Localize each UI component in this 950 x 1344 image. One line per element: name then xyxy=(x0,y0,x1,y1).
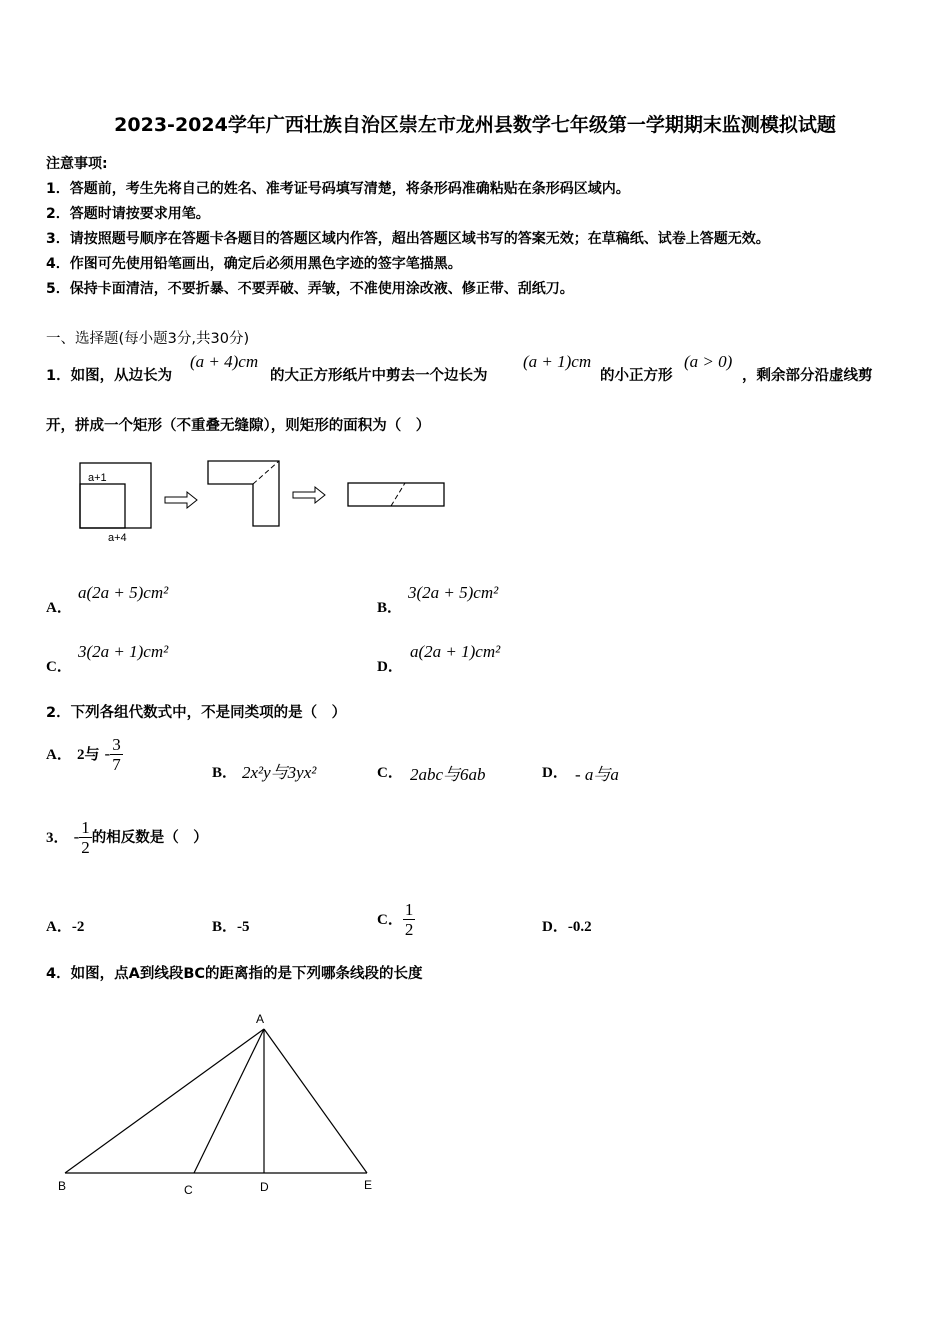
q4-text: 如图，点A到线段BC的距离指的是下列哪条线段的长度 xyxy=(70,966,423,982)
q2-option-d: - a与a xyxy=(575,765,619,784)
q2-text: 下列各组代数式中，不是同类项的是（ ） xyxy=(70,705,347,721)
cut-line xyxy=(253,461,279,484)
option-value: -5 xyxy=(237,919,250,935)
q1-math-small-side: (a + 1)cm xyxy=(523,352,592,371)
q1-math-condition: (a > 0) xyxy=(684,352,733,371)
q2-option-a-label: A． xyxy=(46,747,72,763)
notice-item: 5．保持卡面清洁，不要折暴、不要弄破、弄皱，不准使用涂改液、修正带、刮纸刀。 xyxy=(46,281,574,297)
q4-triangle-figure xyxy=(50,1005,390,1205)
q1-text-part: ，剩余部分沿虚线剪 xyxy=(742,368,873,384)
point-label-e: E xyxy=(364,1178,373,1192)
option-label: D． xyxy=(542,919,568,935)
q1-option-b-label: B． xyxy=(377,600,403,616)
cut-line xyxy=(391,483,405,506)
q1-number: 1． xyxy=(46,368,71,384)
result-rectangle xyxy=(348,483,444,506)
q1-option-a-label: A． xyxy=(46,600,72,616)
q3-text: 的相反数是（ ） xyxy=(91,830,208,846)
q1-line2: 开，拼成一个矩形（不重叠无缝隙），则矩形的面积为（ ） xyxy=(46,418,431,434)
q1-text-part: 的大正方形纸片中剪去一个边长为 xyxy=(270,368,488,384)
q1-option-d: a(2a + 1)cm² xyxy=(410,642,501,661)
q2-number: 2． xyxy=(46,705,71,721)
option-label: B． xyxy=(212,919,238,935)
q1-option-b: 3(2a + 5)cm² xyxy=(408,583,499,602)
arrow-icon xyxy=(165,492,197,508)
q2-option-a-sign: - xyxy=(104,744,111,763)
point-label-a: A xyxy=(256,1012,265,1026)
segment-ab xyxy=(65,1029,264,1173)
notice-item: 2．答题时请按要求用笔。 xyxy=(46,206,210,222)
q1-text-part: 的小正方形 xyxy=(600,368,673,384)
q4-line xyxy=(46,962,423,983)
q3-fraction xyxy=(79,818,92,857)
q1-line1 xyxy=(46,364,172,385)
q1-option-c-label: C． xyxy=(46,659,72,675)
q3-option-c-fraction xyxy=(403,900,416,939)
notice-item: 3．请按照题号顺序在答题卡各题目的答题区域内作答，超出答题区域书写的答案无效；在草稿纸、试卷上答题无效。 xyxy=(46,231,770,247)
q1-math-big-side: (a + 4)cm xyxy=(190,352,259,371)
page-title: 2023-2024学年广西壮族自治区崇左市龙州县数学七年级第一学期期末监测模拟试题 xyxy=(114,114,836,136)
q1-option-d-label: D． xyxy=(377,659,403,675)
notice-heading: 注意事项: xyxy=(46,156,108,172)
q3-sign: - xyxy=(73,827,80,846)
q2-line xyxy=(46,701,346,722)
q3-number: 3． xyxy=(46,830,69,846)
section-heading: 一、选择题(每小题3分,共30分) xyxy=(46,331,250,347)
fraction-denominator: 2 xyxy=(81,838,90,857)
point-label-d: D xyxy=(260,1180,269,1194)
fraction-numerator: 1 xyxy=(81,818,90,837)
fraction-denominator: 2 xyxy=(404,920,414,939)
q3-option-b-label xyxy=(212,915,250,936)
q4-number: 4． xyxy=(46,966,71,982)
label-a-plus-4: a+4 xyxy=(108,532,127,544)
small-square xyxy=(80,484,125,528)
fraction-numerator: 3 xyxy=(112,735,121,754)
fraction-denominator: 7 xyxy=(112,755,121,774)
q2-option-a-pre: 2与 xyxy=(76,747,100,763)
label-a-plus-1: a+1 xyxy=(88,472,107,484)
q2-option-a xyxy=(46,735,123,774)
q2-option-d-label: D． xyxy=(542,765,568,781)
segment-ae xyxy=(264,1029,367,1173)
q2-option-b-label: B． xyxy=(212,765,238,781)
q1-option-c: 3(2a + 1)cm² xyxy=(78,642,169,661)
q3-option-c xyxy=(377,900,415,939)
option-value: -0.2 xyxy=(567,919,592,935)
q1-figure xyxy=(75,455,455,547)
q2-option-c: 2abc与6ab xyxy=(410,765,486,784)
option-label: C． xyxy=(377,912,403,928)
option-value: -2 xyxy=(71,919,85,935)
segment-ac xyxy=(194,1029,264,1173)
q3-line xyxy=(46,818,208,857)
notice-item: 4．作图可先使用铅笔画出，确定后必须用黑色字迹的签字笔描黑。 xyxy=(46,256,462,272)
option-label: A． xyxy=(46,919,72,935)
arrow-icon xyxy=(293,487,325,503)
q3-option-d-label xyxy=(542,915,592,936)
q3-option-a-label xyxy=(46,915,84,936)
point-label-c: C xyxy=(184,1183,193,1197)
q2-option-a-fraction xyxy=(110,735,123,774)
q1-option-a: a(2a + 5)cm² xyxy=(78,583,169,602)
notice-item: 1．答题前，考生先将自己的姓名、准考证号码填写清楚，将条形码准确粘贴在条形码区域内。 xyxy=(46,181,630,197)
q1-text-part: 如图，从边长为 xyxy=(70,368,173,384)
fraction-numerator: 1 xyxy=(404,900,414,919)
point-label-b: B xyxy=(58,1179,67,1193)
q2-option-c-label: C． xyxy=(377,765,403,781)
q2-option-b: 2x²y与3yx² xyxy=(242,763,317,782)
